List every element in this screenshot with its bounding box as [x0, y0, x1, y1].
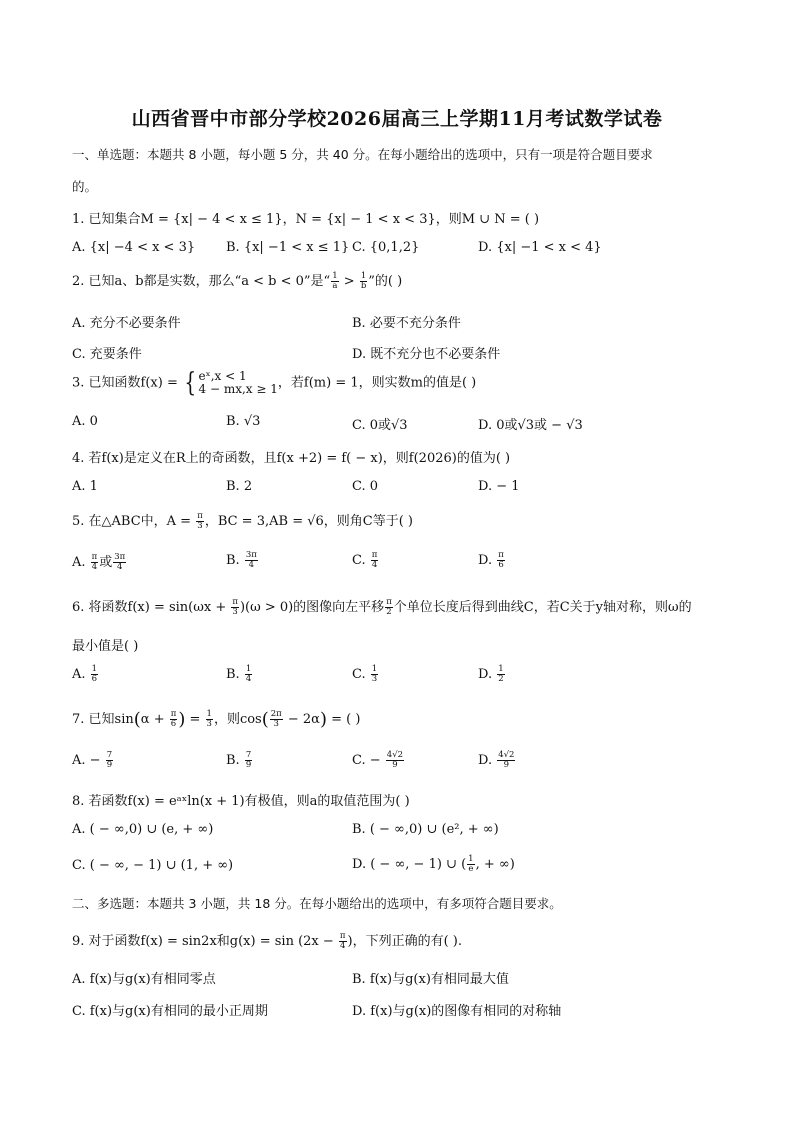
- q7-option-c[interactable]: C. − $\frac{4√2}{9}$: [352, 750, 404, 770]
- q2-option-c[interactable]: C. 充要条件: [72, 347, 142, 362]
- q2-option-a[interactable]: A. 充分不必要条件: [72, 316, 181, 331]
- question-7-stem: 7. 已知sin(α + $\frac{\pi}{6}$ ) = $\frac{1}{3}$ ，则cos( $\frac{2\pi}{3}$ − 2α) = ( ): [72, 709, 361, 730]
- q1-option-d[interactable]: D. {x| −1 < x < 4}: [478, 240, 602, 255]
- q3-option-d[interactable]: D. 0或√3或 − √3: [478, 418, 583, 433]
- q2-option-b[interactable]: B. 必要不充分条件: [352, 316, 461, 331]
- question-4-stem: 4. 若f(x)是定义在R上的奇函数，且f(x +2) = f( − x)，则f(2026)的值为( ): [72, 451, 511, 466]
- q7-option-b[interactable]: B. $\frac{7}{9}$: [226, 750, 252, 770]
- q9-option-b[interactable]: B. f(x)与g(x)有相同最大值: [352, 972, 509, 987]
- q8-option-a[interactable]: A. ( − ∞,0) ∪ (e, + ∞): [72, 822, 214, 837]
- q7-option-a[interactable]: A. − $\frac{7}{9}$: [72, 750, 113, 770]
- question-5-stem: 5. 在△ABC中，A = $\frac{\pi}{3}$ ，BC = 3,AB = √6，则角C等于( ): [72, 511, 413, 531]
- page-title: 山西省晋中市部分学校2026届高三上学期11月考试数学试卷: [131, 108, 663, 130]
- q6-option-d[interactable]: D. $\frac{1}{2}$: [478, 664, 504, 684]
- fraction: $\frac{1}{a}$: [332, 271, 338, 291]
- fraction: $\frac{1}{b}$: [360, 271, 367, 291]
- section-heading-single-choice: 一、单选题：本题共 8 小题，每小题 5 分，共 40 分。在每小题给出的选项中，只有一项是符合题目要求: [72, 147, 653, 162]
- q5-option-d[interactable]: D. $\frac{\pi}{6}$: [478, 550, 504, 570]
- q4-option-a[interactable]: A. 1: [72, 479, 98, 494]
- q3-option-b[interactable]: B. √3: [226, 414, 261, 429]
- q6-option-c[interactable]: C. $\frac{1}{3}$: [352, 664, 378, 684]
- section-heading-continuation: 的。: [72, 179, 98, 194]
- q3-option-c[interactable]: C. 0或√3: [352, 418, 408, 433]
- q1-option-a[interactable]: A. {x| −4 < x < 3}: [72, 240, 196, 255]
- q9-option-c[interactable]: C. f(x)与g(x)有相同的最小正周期: [72, 1004, 268, 1019]
- q4-option-c[interactable]: C. 0: [352, 479, 379, 494]
- q5-option-b[interactable]: B. $\frac{3\pi}{4}$: [226, 550, 257, 570]
- q8-option-c[interactable]: C. ( − ∞, − 1) ∪ (1, + ∞): [72, 858, 234, 873]
- q6-option-a[interactable]: A. $\frac{1}{6}$: [72, 664, 98, 684]
- question-6-stem: 6. 将函数f(x) = sin(ωx + $\frac{\pi}{3}$ )(ω > 0)的图像向左平移 $\frac{\pi}{2}$ 个单位长度后得到曲线C，若C关于y轴对称，则ω的: [72, 597, 692, 617]
- question-9-stem: 9. 对于函数f(x) = sin2x和g(x) = sin (2x − $\frac{\pi}{4}$ )，下列正确的有( ).: [72, 931, 462, 951]
- q2-stem-part-b: ”的( ): [368, 274, 403, 289]
- q9-option-a[interactable]: A. f(x)与g(x)有相同零点: [72, 972, 216, 987]
- question-2-stem: 2. 已知a、b都是实数，那么“a < b < 0”是“ $\frac{1}{a}$ > $\frac{1}{b}$ ”的( ): [72, 271, 403, 291]
- fraction: $\frac{\pi}{3}$: [197, 511, 203, 531]
- question-1-stem: 1. 已知集合M = {x| − 4 < x ≤ 1}，N = {x| − 1 < x < 3}，则M ∪ N = ( ): [72, 212, 540, 227]
- left-brace-icon: {: [184, 368, 197, 398]
- question-3-stem: 3. 已知函数f(x) = { eˣ,x < 1 4 − mx,x ≥ 1 ，若f(m) = 1，则实数m的值是( ): [72, 368, 477, 398]
- question-6-stem-continuation: 最小值是( ): [72, 639, 139, 654]
- q8-option-b[interactable]: B. ( − ∞,0) ∪ (e², + ∞): [352, 822, 499, 837]
- q1-option-b[interactable]: B. {x| −1 < x ≤ 1}: [226, 240, 350, 255]
- q2-option-d[interactable]: D. 既不充分也不必要条件: [352, 347, 501, 362]
- section-heading-multi-choice: 二、多选题：本题共 3 小题，共 18 分。在每小题给出的选项中，有多项符合题目要求。: [72, 896, 562, 911]
- q8-option-d[interactable]: D. ( − ∞, − 1) ∪ ( $\frac{1}{e}$ , + ∞): [352, 854, 515, 874]
- q9-option-d[interactable]: D. f(x)与g(x)的图像有相同的对称轴: [352, 1004, 562, 1019]
- q6-option-b[interactable]: B. $\frac{1}{4}$: [226, 664, 252, 684]
- q3-option-a[interactable]: A. 0: [72, 414, 98, 429]
- q4-option-b[interactable]: B. 2: [226, 479, 253, 494]
- q5-option-c[interactable]: C. $\frac{\pi}{4}$: [352, 550, 378, 570]
- q4-option-d[interactable]: D. − 1: [478, 479, 520, 494]
- question-8-stem: 8. 若函数f(x) = eᵃˣln(x + 1)有极值，则a的取值范围为( ): [72, 794, 410, 809]
- q7-option-d[interactable]: D. $\frac{4√2}{9}$: [478, 750, 515, 770]
- piecewise-cases: eˣ,x < 1 4 − mx,x ≥ 1: [198, 369, 278, 396]
- q5-option-a[interactable]: A. $\frac{\pi}{4}$ 或 $\frac{3\pi}{4}$: [72, 552, 126, 572]
- q1-option-c[interactable]: C. {0,1,2}: [352, 240, 420, 255]
- q2-stem-part-a: 2. 已知a、b都是实数，那么“a < b < 0”是“: [72, 274, 331, 289]
